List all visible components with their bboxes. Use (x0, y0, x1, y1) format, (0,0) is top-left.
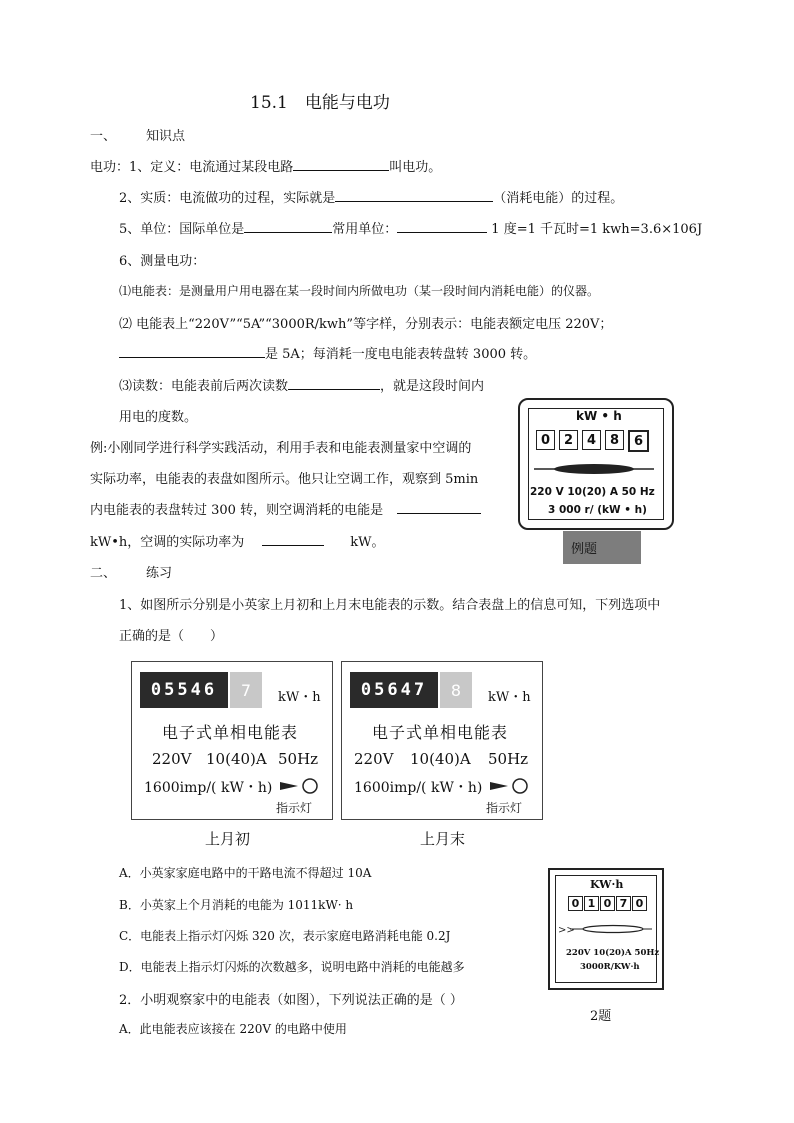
essence-text: 2、实质：电流做功的过程，实际就是 (119, 191, 336, 206)
meter-name: 电子式单相电能表 (162, 723, 299, 742)
example-line-1: 例:小刚同学进行科学实践活动，利用手表和电能表测量家中空调的 (90, 441, 472, 456)
indicator-light-label: 指示灯 (276, 801, 313, 815)
meter-start-of-month (131, 661, 333, 820)
meter-unit: kW • h (576, 409, 622, 423)
meter-caption-end: 上月末 (420, 830, 466, 848)
meter-digits (568, 896, 647, 911)
digit: 4 (582, 430, 601, 450)
digit: 0 (632, 896, 647, 911)
svg-text:>>: >> (558, 925, 575, 936)
meter-voltage: 220V (152, 750, 192, 768)
unit-conversion: 1 度=1 千瓦时=1 kwh=3.6×106J (491, 222, 703, 237)
reading-tail: ，就是这段时间内 (380, 379, 485, 394)
example-line-3 (90, 499, 481, 518)
meter-spec-2: 3000R/KW·h (580, 962, 640, 972)
digit: 0 (536, 430, 555, 450)
digit: 2 (559, 430, 578, 450)
definition-text: 电功：1、定义：电流通过某段电路 (90, 160, 294, 175)
section-2-number: 二、 (90, 566, 117, 581)
meter-caption-start: 上月初 (205, 830, 251, 848)
blank[interactable] (119, 343, 265, 358)
reading-text: ⑶读数：电能表前后两次读数 (119, 379, 289, 394)
digit: 6 (628, 430, 649, 452)
meter-reading-decimal: 8 (440, 672, 472, 708)
meter-marks-tail: 是 5A；每消耗一度电电能表转盘转 3000 转。 (265, 347, 537, 362)
example-energy-text: 内电能表的表盘转过 300 转，则空调消耗的电能是 (90, 503, 384, 518)
unit-text: 5、单位：国际单位是 (119, 222, 245, 237)
digit: 1 (584, 896, 599, 911)
digit: 0 (568, 896, 583, 911)
meter-marks-line: ⑵ 电能表上“220V”“5A”“3000R/kwh”等字样，分别表示：电能表额定电压 220V； (119, 317, 613, 332)
question-1-line-2: 正确的是（ ） (119, 629, 224, 644)
option-a[interactable]: A．小英家家庭电路中的干路电流不得超过 10A (119, 866, 372, 880)
example-line-2: 实际功率，电能表的表盘如图所示。他只让空调工作，观察到 5min (90, 472, 479, 487)
digit: 0 (600, 896, 615, 911)
option-b[interactable]: B．小英家上个月消耗的电能为 1011kW· h (119, 898, 354, 912)
essence-tail: （消耗电能）的过程。 (493, 191, 624, 206)
meter-name: 电子式单相电能表 (372, 723, 509, 742)
meter-spec-1: 220 V 10(20) A 50 Hz (530, 486, 655, 498)
option-c[interactable]: C．电能表上指示灯闪烁 320 次，表示家庭电路消耗电能 0.2J (119, 929, 451, 943)
question-2-figure-caption: 2题 (590, 1009, 612, 1024)
example-energy-meter (518, 398, 674, 530)
meter-description: ⑴电能表：是测量用户用电器在某一段时间内所做电功（某一段时间内消耗电能）的仪器。 (119, 284, 600, 298)
meter-spec-2: 3 000 r/ (kW • h) (548, 504, 647, 516)
question-1-line-1: 1、如图所示分别是小英家上月初和上月末电能表的示数。结合表盘上的信息可知，下列选项中 (119, 598, 661, 613)
measure-heading: 6、测量电功： (119, 254, 206, 269)
indicator-light-icon (488, 777, 530, 795)
option-d[interactable]: D．电能表上指示灯闪烁的次数越多，说明电路中消耗的电能越多 (119, 960, 465, 974)
meter-marks-line-2 (119, 343, 536, 362)
example-line-4 (90, 531, 385, 550)
rotating-disc-icon (532, 458, 656, 480)
meter-end-of-month (341, 661, 543, 820)
definition-line (90, 156, 441, 175)
question-2-option-a[interactable]: A．此电能表应该接在 220V 的电路中使用 (119, 1022, 347, 1036)
blank[interactable] (397, 499, 481, 514)
meter-unit: KW·h (590, 878, 624, 891)
meter-frequency: 50Hz (488, 750, 529, 768)
meter-voltage: 220V (354, 750, 394, 768)
meter-reading-decimal: 7 (230, 672, 262, 708)
digit: 7 (616, 896, 631, 911)
section-2-label: 练习 (146, 566, 173, 581)
blank[interactable] (397, 218, 487, 233)
blank[interactable] (244, 218, 332, 233)
reading-line-2: 用电的度数。 (119, 410, 198, 425)
example-figure-label: 例题 (563, 531, 641, 564)
meter-digits (536, 430, 649, 452)
definition-tail: 叫电功。 (389, 160, 442, 175)
digit: 8 (605, 430, 624, 450)
question-2: 2．小明观察家中的电能表（如图），下列说法正确的是（ ） (119, 993, 463, 1008)
blank[interactable] (293, 156, 389, 171)
meter-frequency: 50Hz (278, 750, 319, 768)
section-1-number: 一、 (90, 129, 117, 144)
indicator-light-icon (278, 777, 320, 795)
unit-common: 常用单位： (332, 222, 398, 237)
meter-unit: kW・h (488, 690, 531, 705)
blank[interactable] (262, 531, 324, 546)
meter-impulse: 1600imp/( kW・h) (354, 780, 483, 796)
essence-line (119, 187, 623, 206)
meter-reading: 05647 (350, 672, 438, 708)
example-power-unit: kW。 (350, 535, 385, 550)
meter-impulse: 1600imp/( kW・h) (144, 780, 273, 796)
blank[interactable] (288, 375, 380, 390)
rotating-disc-icon (558, 920, 654, 938)
page-title: 15.1 电能与电功 (250, 93, 390, 113)
indicator-light-label: 指示灯 (486, 801, 523, 815)
unit-line (119, 218, 702, 237)
meter-current: 10(40)A (206, 750, 267, 768)
section-1-label: 知识点 (146, 129, 186, 144)
reading-line (119, 375, 484, 394)
question-2-energy-meter (548, 868, 664, 990)
blank[interactable] (335, 187, 493, 202)
meter-reading: 05546 (140, 672, 228, 708)
example-power-text: kW•h，空调的实际功率为 (90, 535, 245, 550)
meter-unit: kW・h (278, 690, 321, 705)
meter-current: 10(40)A (410, 750, 471, 768)
meter-spec-1: 220V 10(20)A 50Hz (566, 948, 660, 958)
